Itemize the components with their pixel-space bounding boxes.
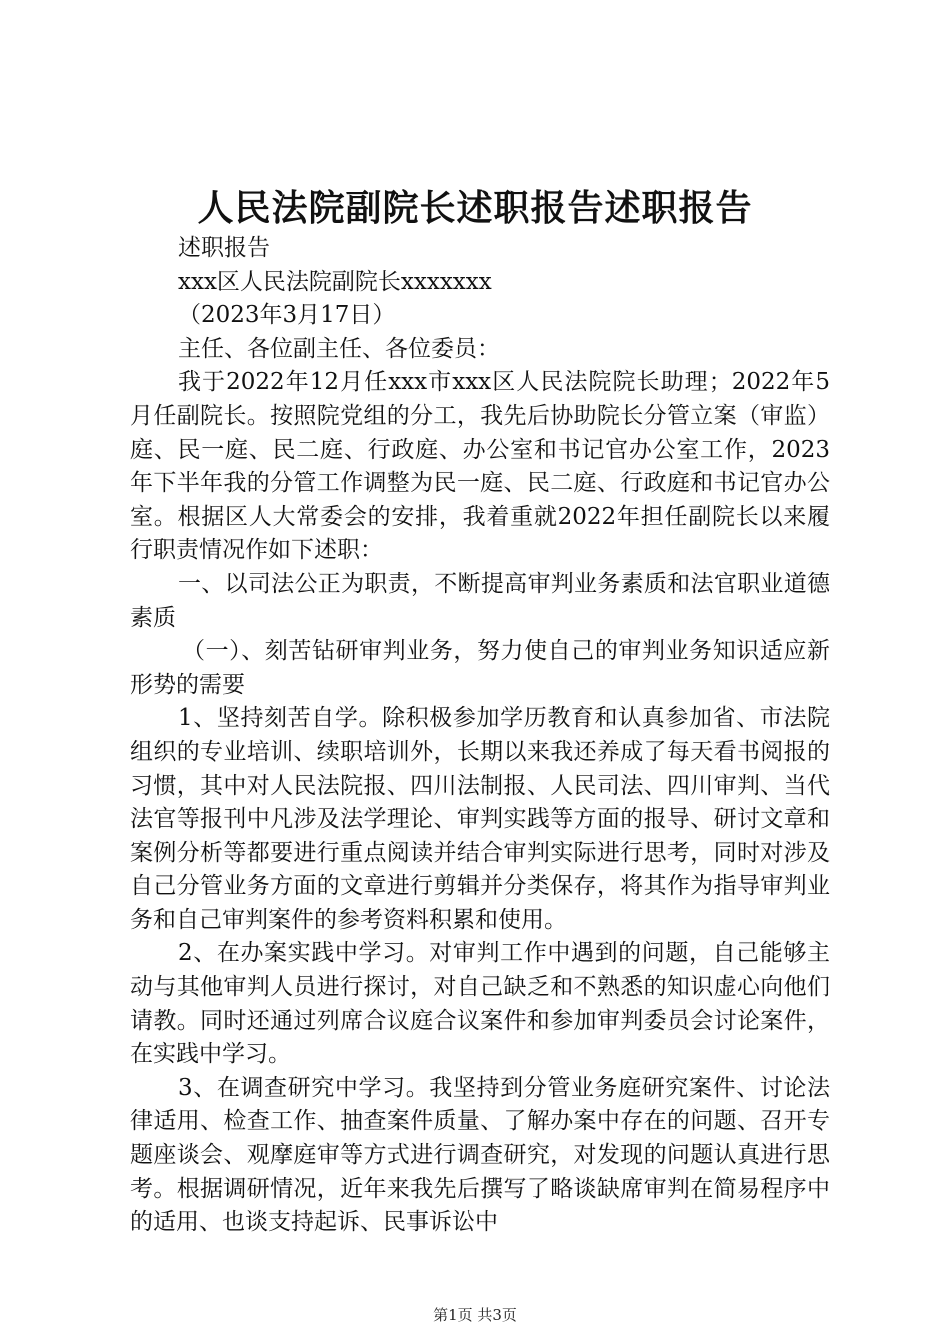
paragraph-subsection-1: （一）、刻苦钻研审判业务，努力使自己的审判业务知识适应新形势的需要 <box>130 638 830 698</box>
page-number: 第1页 共3页 <box>433 1306 517 1324</box>
paragraph-heading-label: 述职报告 <box>178 235 270 261</box>
document-title: 人民法院副院长述职报告述职报告 <box>197 187 753 229</box>
paragraph-author: xxx区人民法院副院长xxxxxxx <box>178 268 492 295</box>
paragraph-date: （2023年3月17日） <box>178 302 396 329</box>
document-body <box>130 232 830 1240</box>
paragraph-item-1: 1、坚持刻苦自学。除积极参加学历教育和认真参加省、市法院组织的专业培训、续职培训外，长期以来我还养成了每天看书阅报的习惯，其中对人民法院报、四川法制报、人民司法、四川审判、当代法官等报刊中凡涉及法学理论、审判实践等方面的报导、研讨文章和案例分析等都要进行重点阅读并结合审判实际进行思考，同时对涉及自己分管业务方面的文章进行剪辑并分类保存，将其作为指导审判业务和自己审判案件的参考资料积累和使用。 <box>130 705 830 933</box>
paragraph-salutation: 主任、各位副主任、各位委员： <box>178 335 500 362</box>
paragraph-item-3: 3、在调查研究中学习。我坚持到分管业务庭研究案件、讨论法律适用、检查工作、抽查案件质量、了解办案中存在的问题、召开专题座谈会、观摩庭审等方式进行调查研究，对发现的问题认真进行思考。根据调研情况，近年来我先后撰写了略谈缺席审判在简易程序中的适用、也谈支持起诉、民事诉讼中 <box>130 1074 830 1236</box>
paragraph-intro: 我于2022年12月任xxx市xxx区人民法院院长助理；2022年5月任副院长。按照院党组的分工，我先后协助院长分管立案（审监）庭、民一庭、民二庭、行政庭、办公室和书记官办公室工作，2023年下半年我的分管工作调整为民一庭、民二庭、行政庭和书记官办公室。根据区人大常委会的安排，我着重就2022年担任副院长以来履行职责情况作如下述职： <box>130 369 830 564</box>
paragraph-section-1: 一、以司法公正为职责，不断提高审判业务素质和法官职业道德素质 <box>130 570 830 631</box>
paragraph-item-2: 2、在办案实践中学习。对审判工作中遇到的问题，自己能够主动与其他审判人员进行探讨，对自己缺乏和不熟悉的知识虚心向他们请教。同时还通过列席合议庭合议案件和参加审判委员会讨论案件，在实践中学习。 <box>130 940 830 1068</box>
